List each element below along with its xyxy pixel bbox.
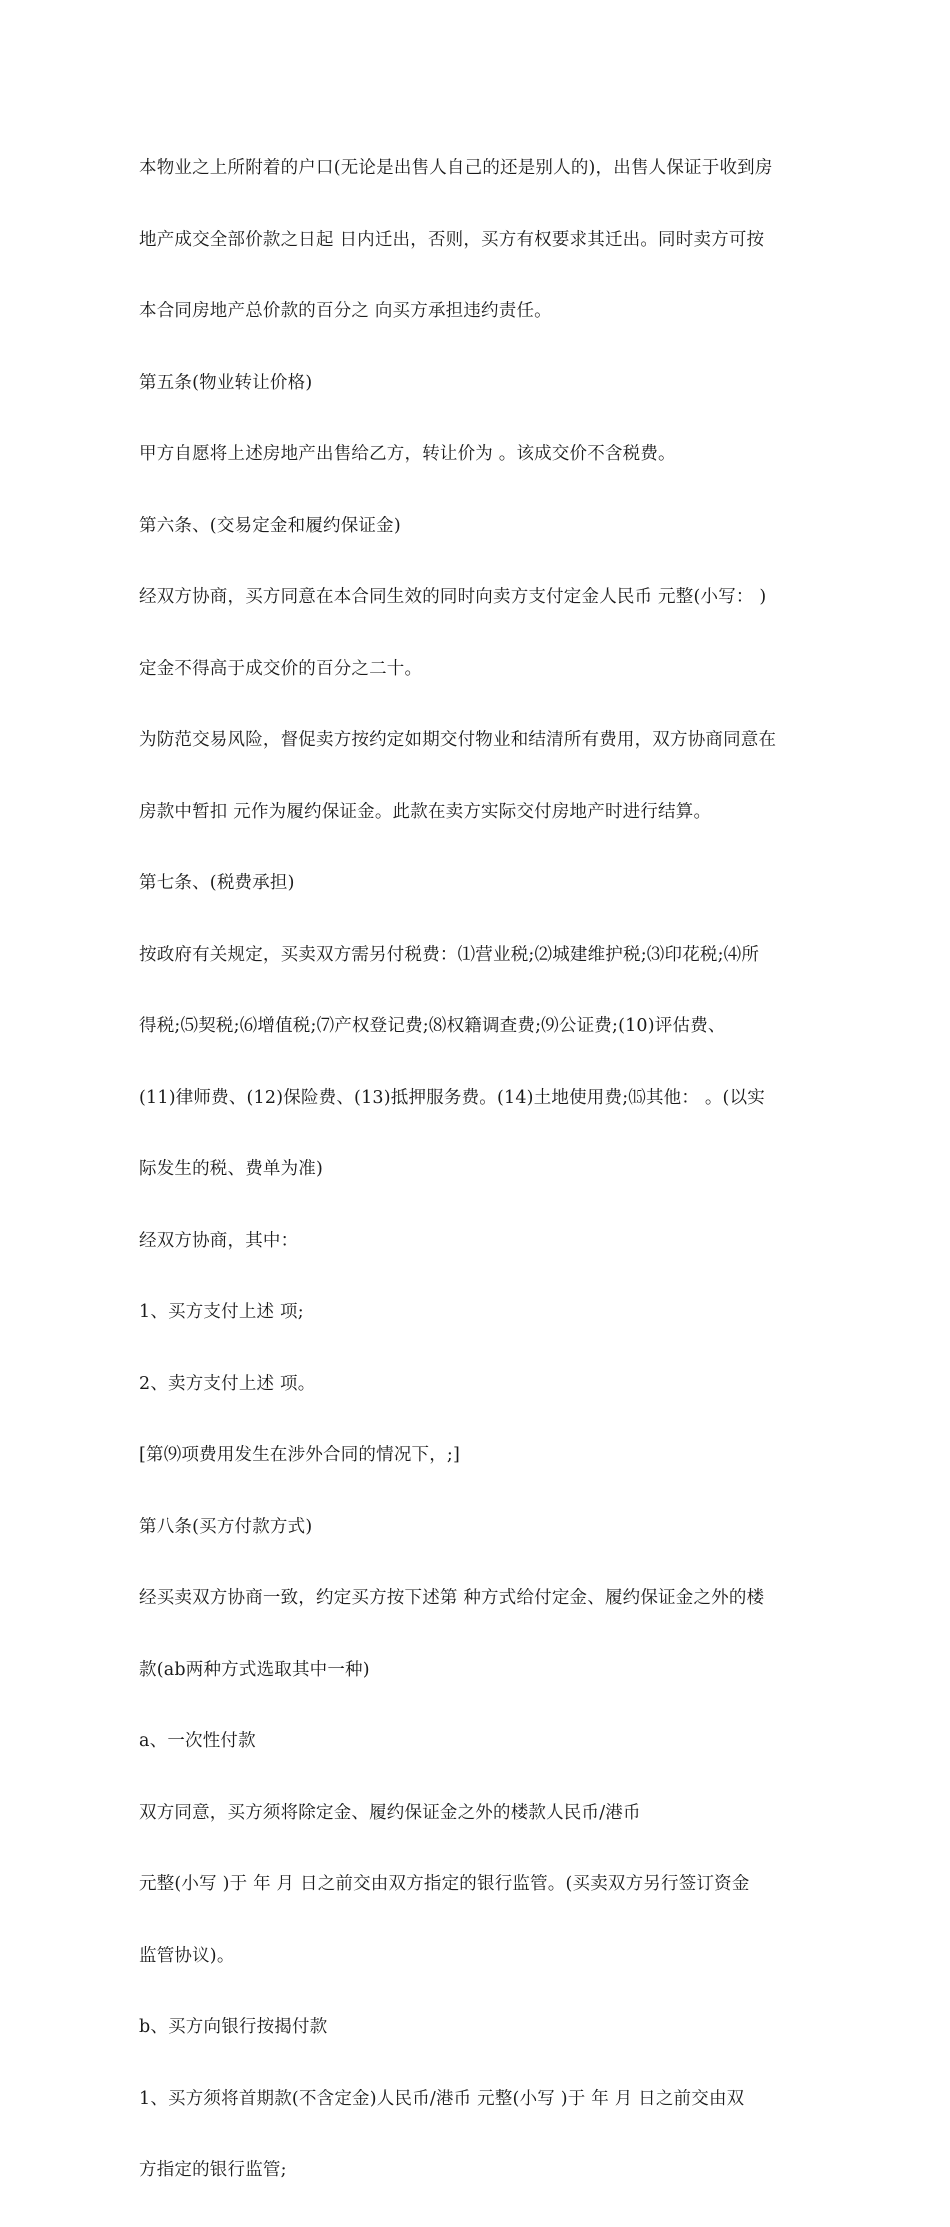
text-line: 地产成交全部价款之日起 日内迁出，否则，买方有权要求其迁出。同时卖方可按 bbox=[139, 229, 765, 250]
text-line: 经双方协商，其中： bbox=[139, 1230, 299, 1251]
text-line: (11)律师费、(12)保险费、(13)抵押服务费。(14)土地使用费;⒂其他： 。(以实 bbox=[139, 1087, 765, 1108]
text-line: 房款中暂扣 元作为履约保证金。此款在卖方实际交付房地产时进行结算。 bbox=[139, 801, 712, 822]
text-line: 元整(小写 )于 年 月 日之前交由双方指定的银行监管。(买卖双方另行签订资金 bbox=[139, 1874, 750, 1894]
text-line: 定金不得高于成交价的百分之二十。 bbox=[139, 658, 423, 679]
text-line: 得税;⑸契税;⑹增值税;⑺产权登记费;⑻权籍调查费;⑼公证费;(10)评估费、 bbox=[139, 1016, 726, 1036]
list-item: a、一次性付款 bbox=[139, 1731, 256, 1751]
text-line: [第⑼项费用发生在涉外合同的情况下，;] bbox=[139, 1445, 461, 1465]
text-line: 经双方协商，买方同意在本合同生效的同时向卖方支付定金人民币 元整(小写： ) bbox=[139, 587, 767, 607]
list-item: 1、买方须将首期款(不含定金)人民币/港币 元整(小写 )于 年 月 日之前交由双 bbox=[139, 2088, 745, 2109]
text-line: 际发生的税、费单为准) bbox=[139, 1159, 324, 1179]
list-item: 2、卖方支付上述 项。 bbox=[139, 1373, 316, 1394]
section-heading: 第七条、(税费承担) bbox=[139, 873, 295, 893]
text-line: 本物业之上所附着的户口(无论是出售人自己的还是别人的)，出售人保证于收到房 bbox=[139, 158, 773, 178]
section-heading: 第六条、(交易定金和履约保证金) bbox=[139, 515, 401, 536]
text-line: 甲方自愿将上述房地产出售给乙方，转让价为 。该成交价不含税费。 bbox=[139, 444, 676, 464]
text-line: 方指定的银行监管; bbox=[139, 2160, 287, 2180]
text-line: 为防范交易风险，督促卖方按约定如期交付物业和结清所有费用，双方协商同意在 bbox=[139, 730, 777, 750]
section-heading: 第五条(物业转让价格) bbox=[139, 372, 313, 393]
text-line: 监管协议)。 bbox=[139, 1945, 235, 1966]
text-line: 双方同意，买方须将除定金、履约保证金之外的楼款人民币/港币 bbox=[139, 1802, 641, 1823]
section-heading: 第八条(买方付款方式) bbox=[139, 1516, 313, 1537]
list-item: 1、买方支付上述 项; bbox=[139, 1302, 304, 1322]
text-line: 款(ab两种方式选取其中一种) bbox=[139, 1659, 370, 1680]
text-line: 经买卖双方协商一致，约定买方按下述第 种方式给付定金、履约保证金之外的楼 bbox=[139, 1588, 765, 1608]
text-line: 按政府有关规定，买卖双方需另付税费：⑴营业税;⑵城建维护税;⑶印花税;⑷所 bbox=[139, 944, 760, 965]
text-line: 本合同房地产总价款的百分之 向买方承担违约责任。 bbox=[139, 301, 552, 321]
document-body bbox=[139, 113, 829, 2227]
list-item: b、买方向银行按揭付款 bbox=[139, 2017, 328, 2037]
